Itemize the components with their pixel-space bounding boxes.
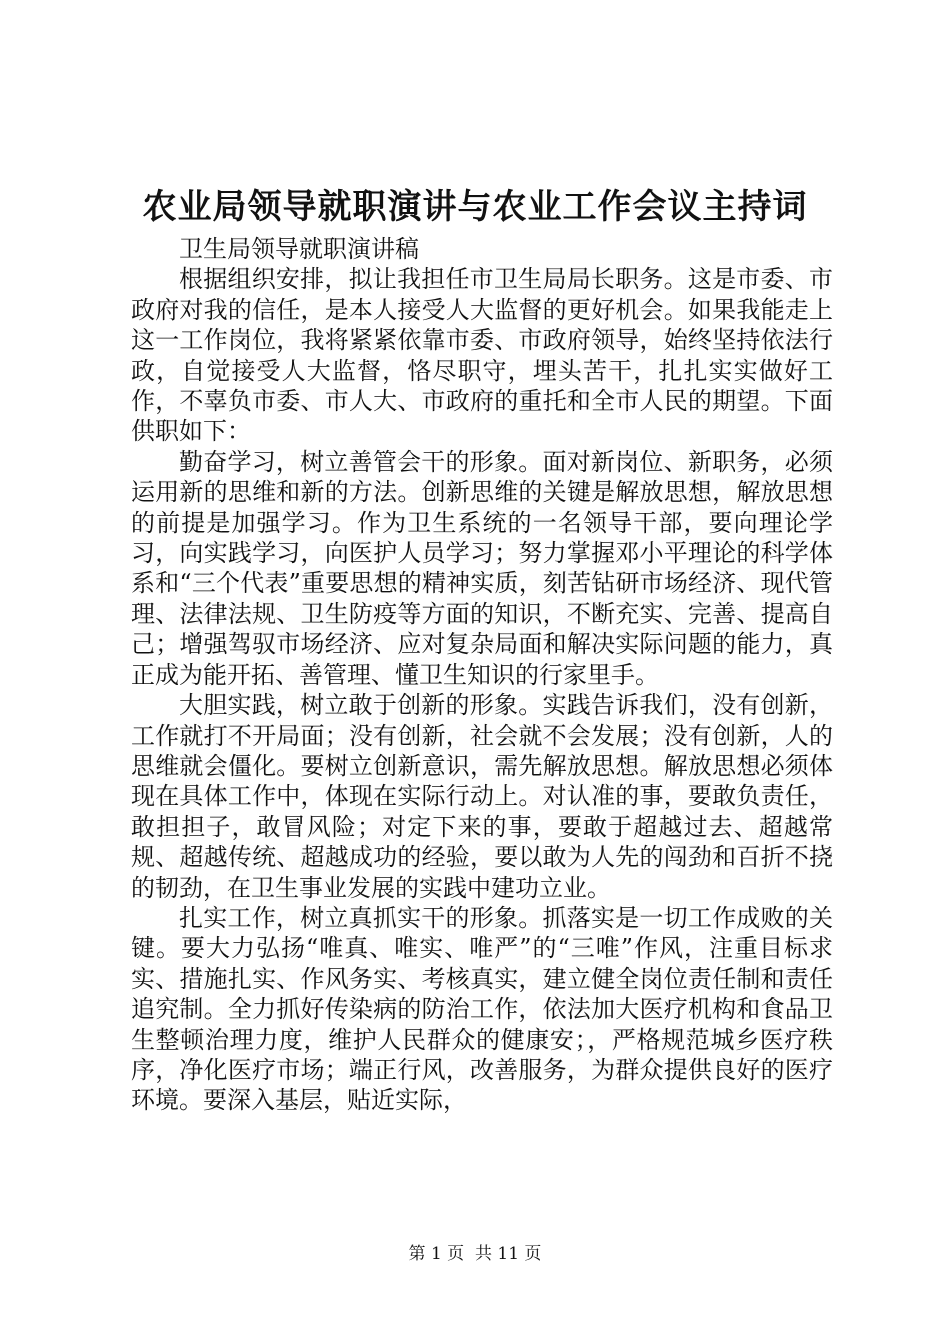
page-number: 第 1 页 xyxy=(408,1244,465,1264)
paragraph-intro: 根据组织安排，拟让我担任市卫生局局长职务。这是市委、市政府对我的信任，是本人接受人大监督的更好机会。如果我能走上这一工作岗位，我将紧紧依靠市委、市政府领导，始终坚持依法行政，自觉接受人大监督，恪尽职守，埋头苦干，扎扎实实做好工作，不辜负市委、市人大、市政府的重托和全市人民的期望。下面供职如下： xyxy=(131,265,833,446)
paragraph-innovation: 大胆实践，树立敢于创新的形象。实践告诉我们，没有创新，工作就打不开局面；没有创新，社会就不会发展；没有创新，人的思维就会僵化。要树立创新意识，需先解放思想。解放思想必须体现在具体工作中，体现在实际行动上。对认准的事，要敢负责任，敢担担子，敢冒风险；对定下来的事，要敢于超越过去、超越常规、超越传统、超越成功的经验，要以敢为人先的闯劲和百折不挠的韧劲，在卫生事业发展的实践中建功立业。 xyxy=(131,691,833,902)
paragraph-study: 勤奋学习，树立善管会干的形象。面对新岗位、新职务，必须运用新的思维和新的方法。创新思维的关键是解放思想，解放思想的前提是加强学习。作为卫生系统的一名领导干部，要向理论学习，向实践学习，向医护人员学习；努力掌握邓小平理论的科学体系和“三个代表”重要思想的精神实质，刻苦钻研市场经济、现代管理、法律法规、卫生防疫等方面的知识，不断充实、完善、提高自己；增强驾驭市场经济、应对复杂局面和解决实际问题的能力，真正成为能开拓、善管理、懂卫生知识的行家里手。 xyxy=(131,447,833,689)
document-body xyxy=(131,234,833,1116)
page-footer xyxy=(0,1242,950,1266)
page-total: 共 11 页 xyxy=(474,1244,542,1264)
document-title: 农业局领导就职演讲与农业工作会议主持词 xyxy=(142,187,808,227)
paragraph-work: 扎实工作，树立真抓实干的形象。抓落实是一切工作成败的关键。要大力弘扬“唯真、唯实、唯严”的“三唯”作风，注重目标求实、措施扎实、作风务实、考核真实，建立健全岗位责任制和责任追究制。全力抓好传染病的防治工作，依法加大医疗机构和食品卫生整顿治理力度，维护人民群众的健康安；，严格规范城乡医疗秩序，净化医疗市场；端正行风，改善服务，为群众提供良好的医疗环境。要深入基层，贴近实际， xyxy=(131,903,833,1115)
paragraph-subtitle: 卫生局领导就职演讲稿 xyxy=(179,235,419,263)
